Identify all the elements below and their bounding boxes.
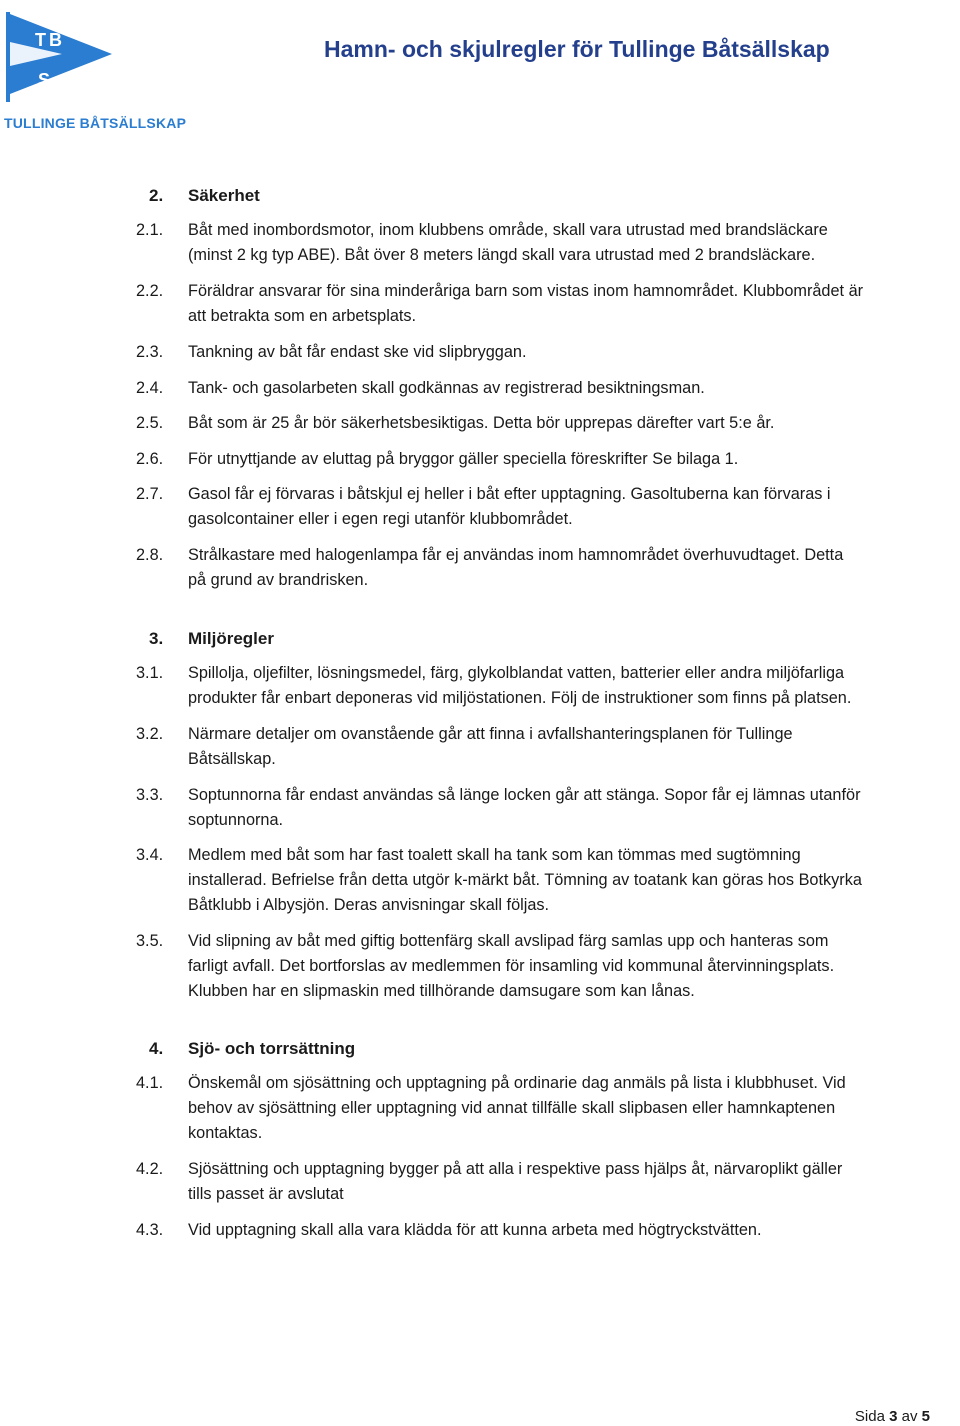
rule-text-line: Medlem med båt som har fast toalett skall ha tank som kan tömmas med sugtömning <box>188 846 801 864</box>
rule-number: 2.1. <box>136 221 164 239</box>
rule-number: 3.2. <box>136 725 164 743</box>
rule-text-line: installerad. Befrielse från detta utgör k-märkt båt. Tömning av toatank kan göras hos Botkyrka <box>188 871 862 889</box>
rule-number: 2.3. <box>136 343 164 361</box>
rule-text <box>188 783 958 833</box>
rule-text-line: tills passet är avslutat <box>188 1185 344 1203</box>
rule-number: 4.1. <box>136 1074 164 1092</box>
rule-text-line: behov av sjösättning eller upptagning vid annat tillfälle skall slipbasen eller hamnkaptenen <box>188 1099 836 1117</box>
section-number: 3. <box>149 629 164 648</box>
rule-text-line: Tank- och gasolarbeten skall godkännas av registrerad besiktningsman. <box>188 379 705 397</box>
section-number: 4. <box>149 1039 164 1058</box>
rule-text-line: Båt som är 25 år bör säkerhetsbesiktigas. Detta bör upprepas därefter vart 5:e år. <box>188 414 775 432</box>
rule-text <box>188 661 958 711</box>
rule-text <box>188 340 958 365</box>
rule-text-line: soptunnorna. <box>188 811 284 829</box>
svg-text:S: S <box>38 70 51 90</box>
page-footer <box>855 1408 930 1425</box>
rule-number: 3.3. <box>136 786 164 804</box>
rule-text <box>188 482 958 532</box>
rule-text <box>188 722 958 772</box>
rule-text-line: Föräldrar ansvarar för sina minderåriga barn som vistas inom hamnområdet. Klubbområdet är <box>188 282 864 300</box>
rule-number: 2.6. <box>136 450 164 468</box>
rule-number: 3.1. <box>136 664 164 682</box>
logo-club-name: TULLINGE BÅTSÄLLSKAP <box>4 115 187 131</box>
rule-number: 2.2. <box>136 282 164 300</box>
pennant-flag-icon <box>2 12 184 112</box>
rule-number: 2.8. <box>136 546 164 564</box>
rule-text-line: Soptunnorna får endast användas så länge locken går att stänga. Sopor får ej lämnas utanför <box>188 786 861 804</box>
rule-text <box>188 843 958 918</box>
rule-text-line: Vid slipning av båt med giftig bottenfärg skall avslipad färg samlas upp och hanteras som <box>188 932 829 950</box>
section-title: Miljöregler <box>188 629 274 648</box>
rule-number: 3.4. <box>136 846 164 864</box>
rule-text-line: (minst 2 kg typ ABE). Båt över 8 meters längd skall vara utrustad med 2 brandsläckare. <box>188 246 816 264</box>
rule-text-line: Gasol får ej förvaras i båtskjul ej heller i båt efter upptagning. Gasoltuberna kan förvaras i <box>188 485 831 503</box>
rule-number: 4.2. <box>136 1160 164 1178</box>
rule-text <box>188 411 958 436</box>
rule-text <box>188 218 958 268</box>
rule-text-line: att betrakta som en arbetsplats. <box>188 307 417 325</box>
rule-text-line: Närmare detaljer om ovanstående går att finna i avfallshanteringsplanen för Tullinge <box>188 725 793 743</box>
rule-text-line: Strålkastare med halogenlampa får ej användas inom hamnområdet överhuvudtaget. Detta <box>188 546 844 564</box>
club-logo <box>2 12 187 131</box>
rule-text <box>188 1157 958 1207</box>
rule-text <box>188 447 958 472</box>
rule-text-line: gasolcontainer eller i egen regi utanför klubbområdet. <box>188 510 573 528</box>
rule-text-line: För utnyttjande av eluttag på bryggor gäller speciella föreskrifter Se bilaga 1. <box>188 450 739 468</box>
footer-page-total: 5 <box>921 1408 930 1425</box>
rule-text-line: Tankning av båt får endast ske vid slipbryggan. <box>188 343 527 361</box>
rule-text-line: Båtsällskap. <box>188 750 276 768</box>
footer-page-number: 3 <box>889 1408 898 1425</box>
rule-text-line: Båt med inombordsmotor, inom klubbens område, skall vara utrustad med brandsläckare <box>188 221 828 239</box>
svg-text:B: B <box>49 30 62 50</box>
rule-text <box>188 279 958 329</box>
rule-text <box>188 929 958 1004</box>
section-title: Säkerhet <box>188 186 260 205</box>
document-title: Hamn- och skjulregler för Tullinge Båtsällskap <box>324 36 830 62</box>
rule-text-line: produkter får enbart deponeras vid miljöstationen. Följ de instruktioner som finns på platsen. <box>188 689 852 707</box>
rule-text-line: Klubben har en slipmaskin med tillhörande damsugare som kan lånas. <box>188 982 695 1000</box>
rule-number: 2.4. <box>136 379 164 397</box>
footer-separator: av <box>901 1408 918 1425</box>
rule-text <box>188 543 958 593</box>
rule-text-line: Sjösättning och upptagning bygger på att alla i respektive pass hjälps åt, närvaroplikt gäller <box>188 1160 843 1178</box>
rule-text-line: Spillolja, oljefilter, lösningsmedel, färg, glykolblandat vatten, batterier eller andra miljöfarliga <box>188 664 845 682</box>
rule-text-line: på grund av brandrisken. <box>188 571 369 589</box>
rule-number: 3.5. <box>136 932 164 950</box>
section-title: Sjö- och torrsättning <box>188 1039 356 1058</box>
rule-text <box>188 376 958 401</box>
rule-text-line: Vid upptagning skall alla vara klädda för att kunna arbeta med högtryckstvätten. <box>188 1221 762 1239</box>
rule-text <box>188 1071 958 1146</box>
rule-number: 2.5. <box>136 414 164 432</box>
rule-text <box>188 1218 958 1243</box>
rule-text-line: Önskemål om sjösättning och upptagning på ordinarie dag anmäls på lista i klubbhuset. Vid <box>188 1074 846 1092</box>
rule-number: 4.3. <box>136 1221 164 1239</box>
section-number: 2. <box>149 186 164 205</box>
footer-prefix: Sida <box>854 1408 885 1425</box>
rule-number: 2.7. <box>136 485 164 503</box>
rule-text-line: Båtklubb i Albysjön. Deras anvisningar skall följas. <box>188 896 550 914</box>
rule-text-line: farligt avfall. Det bortforslas av medlemmen för insamling vid kommunal återvinningsplats. <box>188 957 835 975</box>
svg-text:T: T <box>35 30 46 50</box>
rule-text-line: kontaktas. <box>188 1124 263 1142</box>
